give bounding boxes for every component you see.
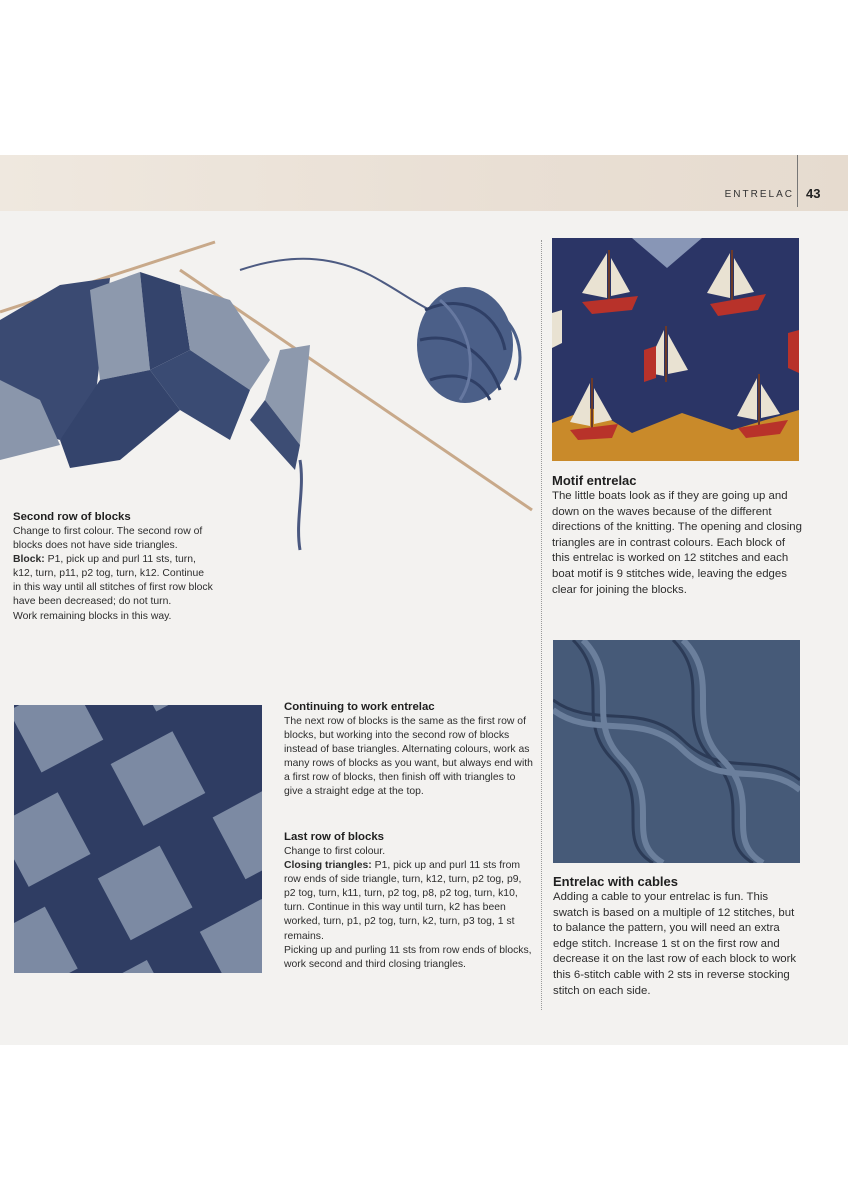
closing-paragraph xyxy=(284,859,534,944)
continuing-section xyxy=(284,700,534,800)
last-row-intro: Change to first colour. xyxy=(284,846,386,857)
closing-label: Closing triangles: xyxy=(284,860,372,872)
cables-section xyxy=(553,873,803,999)
continuing-text: The next row of blocks is the same as the first row of blocks, but working into the second row of blocks instead of base triangles. Alternating colours, work as many rows of blocks as you want, but always end with a first row of blocks, then finish off with triangles to give a straight edge at the top. xyxy=(284,716,533,798)
motif-text: The little boats look as if they are going up and down on the waves because of the different directions of the knitting. The opening and closing triangles are in contrast colours. Each block of this entrelac is worked on 12 stitches and each boat motif is 9 stitches wide, leaving the edges clear for joining the blocks. xyxy=(552,490,802,596)
boat-edge-left xyxy=(552,310,562,348)
second-row-section xyxy=(13,510,213,624)
yarn-ball xyxy=(417,287,520,403)
motif-title: Motif entrelac xyxy=(552,473,637,488)
block-text: P1, pick up and purl 11 sts, turn, k12, turn, p11, p2 tog, turn, k12. Continue in this way until all stitches of first row block have been decreased; do not turn. xyxy=(13,554,213,608)
last-row-section xyxy=(284,830,534,972)
page-number: 43 xyxy=(806,186,821,201)
continuing-title: Continuing to work entrelac xyxy=(284,701,435,713)
entrelac-swatch-photo xyxy=(14,705,262,973)
knit-block-grey-2 xyxy=(90,272,150,380)
header-divider xyxy=(797,155,798,207)
running-head: ENTRELAC xyxy=(724,189,794,200)
second-row-block-paragraph xyxy=(13,553,213,609)
header-bar xyxy=(0,155,848,211)
cables-title: Entrelac with cables xyxy=(553,874,678,889)
last-row-outro: Picking up and purling 11 sts from row ends of blocks, work second and third closing triangles. xyxy=(284,944,532,970)
yarn-strand xyxy=(240,259,430,310)
second-row-remaining: Work remaining blocks in this way. xyxy=(13,610,172,622)
boat-edge-right xyxy=(788,330,799,373)
last-row-title: Last row of blocks xyxy=(284,831,385,843)
second-row-intro: Change to first colour. The second row of blocks does not have side triangles. xyxy=(13,526,203,552)
cable-entrelac-photo xyxy=(553,640,800,863)
yarn-tail xyxy=(299,460,302,550)
block-label: Block: xyxy=(13,554,45,566)
column-divider xyxy=(541,240,542,1010)
second-row-title: Second row of blocks xyxy=(13,511,131,523)
closing-text: P1, pick up and purl 11 sts from row ends of side triangle, turn, k12, turn, p2 tog, p9, p2 tog, turn, k11, turn, p2 tog, p8, p2 tog, turn, k10, turn. Continue in this way until turn, k2 has been worked, turn, p1, p2 tog, turn, k2, turn, p3 tog, 1 st remains. xyxy=(284,860,522,942)
motif-section xyxy=(552,472,802,598)
cables-text: Adding a cable to your entrelac is fun. This swatch is based on a multiple of 12 stitches, but to balance the pattern, you will need an extra edge stitch. Increase 1 st on the first row and decrease it on the last row of each block to work this 6-stitch cable with 2 sts in reverse stocking stitch on each side. xyxy=(553,891,797,997)
motif-entrelac-photo xyxy=(552,238,799,461)
